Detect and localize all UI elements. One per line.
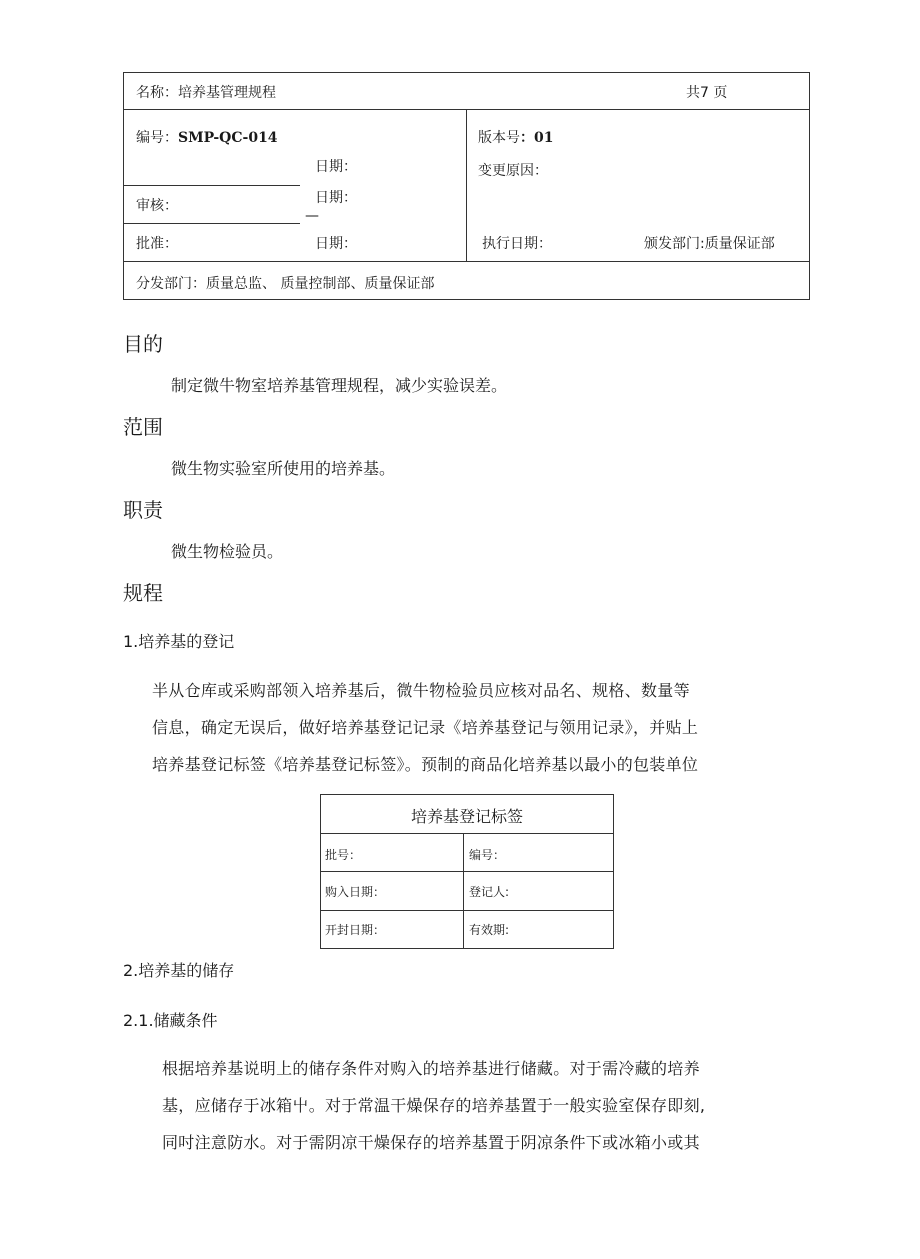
dash-mark: — [305,208,319,224]
issuing-department: 颁发部门:质量保证部 [644,236,775,252]
procedure-heading: 规程 [123,581,163,605]
scope-text: 微生物实验室所使用的培养基。 [171,459,396,478]
purpose-heading: 目的 [123,332,163,356]
table-divider [321,871,613,872]
expiry-label: 有效期: [469,923,510,937]
code-number-label: 编号： [469,848,506,862]
table-divider [321,833,613,834]
section-2-1-line: 根据培养基说明上的储存条件对购入的培养基进行储藏。对于需冷藏的培养 [162,1059,700,1078]
duty-text: 微生物检验员。 [171,542,284,561]
section-2-1-line: 基，应储存于冰箱屮。对于常温干燥保存的培养基置于一般实验室保存即刻, [162,1096,706,1115]
section-1-line: 半从仓库或采购部领入培养基后，微牛物检验员应核对品名、规格、数量等 [152,681,690,700]
execution-date-label: 执行日期： [482,236,552,252]
section-2-1-line: 同吋注意防水。对于需阴凉干燥保存的培养基置于阴凉条件下或冰箱小或其 [162,1133,700,1152]
date-label: 日期： [315,236,357,252]
section-2-heading: 2.培养基的储存 [123,961,235,980]
section-1-line: 培养基登记标签《培养基登记标签》。预制的商品化培养基以最小的包装单位 [152,755,699,774]
label-table-title: 培养基登记标签 [410,807,523,826]
header-divider [124,185,300,186]
section-1-heading: 1.培养基的登记 [123,632,235,651]
date-label: 日期： [315,190,357,206]
open-date-label: 开封日期： [325,923,386,937]
approve-label: 批准： [136,236,178,252]
scope-heading: 范围 [123,415,163,439]
purchase-date-label: 购入日期： [325,885,386,899]
duty-heading: 职责 [123,498,163,522]
document-header-table [123,72,810,300]
page-count: 共7 页 [686,85,728,101]
distribution-departments: 分发部门：质量总监、 质量控制部、质量保证部 [136,276,435,292]
table-divider [463,833,464,948]
doc-code: 编号：SMP-QC-014 [136,130,278,146]
header-divider [124,261,809,262]
section-1-line: 信息，确定无误后，做好培养基登记记录《培养基登记与领用记录》，并贴上 [152,718,699,737]
batch-number-label: 批号： [325,848,362,862]
registrar-label: 登记人: [469,885,510,899]
registration-label-table [320,794,614,949]
header-divider [124,223,300,224]
doc-name: 名称：培养基管理规程 [136,85,276,101]
table-divider [321,910,613,911]
header-divider [466,109,467,261]
review-label: 审核： [136,198,178,214]
section-2-1-heading: 2.1.储藏条件 [123,1011,218,1030]
change-reason-label: 变更原因： [478,163,548,179]
purpose-text: 制定微牛物室培养基管理规程，减少实验误差。 [171,376,508,395]
date-label: 日期： [315,159,357,175]
version-number: 版本号：01 [478,130,554,146]
